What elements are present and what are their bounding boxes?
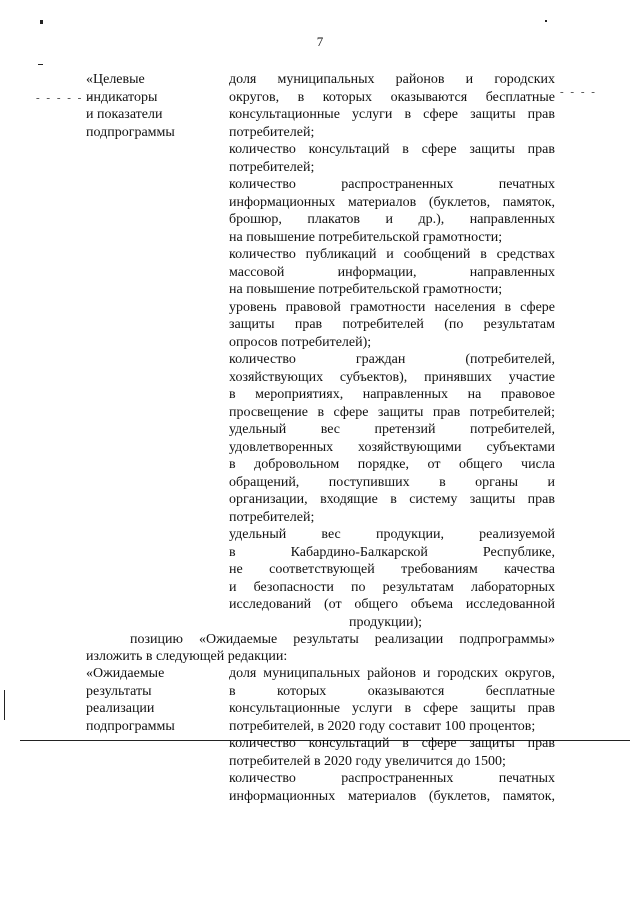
- scan-dash-line-left: - - - - - -: [36, 92, 94, 104]
- label-line: реализации: [86, 701, 155, 716]
- text-line: доля муниципальных районов и городских: [229, 72, 555, 87]
- text-line: доля муниципальных районов и городских округов,: [229, 666, 555, 681]
- text-line: просвещение в сфере защиты прав потребителей;: [229, 404, 555, 420]
- text-line: количество граждан (потребителей,: [229, 352, 555, 367]
- text-line: удельный вес претензий потребителей,: [229, 422, 555, 437]
- text-line: обращений, поступивших в органы и: [229, 474, 555, 490]
- text-line: в Кабардино-Балкарской Республике,: [229, 544, 555, 560]
- text-line: количество консультаций в сфере защиты прав: [229, 142, 555, 157]
- text-line: количество распространенных печатных: [229, 177, 555, 192]
- text-line: продукции);: [349, 614, 423, 630]
- text-line: брошюр, плакатов и др.), направленных: [229, 212, 555, 227]
- scan-dash-line-right: - - - -: [560, 86, 597, 98]
- section-text: [229, 71, 555, 631]
- text-line: в которых оказываются бесплатные: [229, 683, 555, 699]
- label-line: «Целевые: [86, 72, 145, 87]
- label-line: «Ожидаемые: [86, 666, 165, 681]
- instruction-line-2: изложить в следующей редакции:: [86, 649, 288, 664]
- text-line: количество консультаций в сфере защиты прав: [229, 736, 555, 751]
- section-label: [86, 665, 222, 735]
- text-line: защиты прав потребителей (по результатам: [229, 317, 555, 332]
- scan-speck: [38, 64, 43, 65]
- text-line: количество публикаций и сообщений в средствах: [229, 247, 555, 262]
- text-line: потребителей;: [229, 159, 315, 175]
- page-number: 7: [316, 34, 324, 49]
- text-line: на повышение потребительской грамотности;: [229, 229, 503, 245]
- section-label: [86, 71, 222, 141]
- label-line: и показатели: [86, 107, 163, 122]
- scan-speck: [4, 690, 5, 720]
- text-line: и безопасности по результатам лабораторных: [229, 579, 555, 595]
- text-line: не соответствующей требованиям качества: [229, 562, 555, 577]
- text-line: потребителей;: [229, 509, 315, 525]
- text-line: уровень правовой грамотности населения в сфере: [229, 299, 555, 315]
- text-line: округов, в которых оказываются бесплатные: [229, 89, 555, 105]
- text-line: потребителей;: [229, 124, 315, 140]
- text-line: на повышение потребительской грамотности;: [229, 282, 503, 297]
- text-line: хозяйствующих субъектов), принявших участие: [229, 369, 555, 385]
- scan-speck: [545, 20, 547, 22]
- text-line: информационных материалов (буклетов, памяток,: [229, 788, 555, 804]
- section-text: [229, 665, 555, 805]
- instruction-line-1: позицию «Ожидаемые результаты реализации подпрограммы»: [130, 632, 555, 647]
- label-line: подпрограммы: [86, 718, 175, 734]
- text-line: опросов потребителей);: [229, 334, 372, 350]
- text-line: организации, входящие в систему защиты прав: [229, 492, 555, 507]
- text-line: в мероприятиях, направленных на правовое: [229, 387, 555, 402]
- text-line: массовой информации, направленных: [229, 264, 555, 280]
- text-line: потребителей в 2020 году увеличится до 1500;: [229, 753, 506, 769]
- scan-speck: [40, 20, 43, 24]
- text-line: информационных материалов (буклетов, памяток,: [229, 194, 555, 210]
- label-line: подпрограммы: [86, 124, 175, 140]
- label-line: индикаторы: [86, 89, 158, 105]
- text-line: в добровольном порядке, от общего числа: [229, 457, 555, 472]
- label-line: результаты: [86, 683, 152, 699]
- text-line: потребителей, в 2020 году составит 100 процентов;: [229, 718, 536, 734]
- text-line: консультационные услуги в сфере защиты прав: [229, 701, 555, 716]
- text-line: количество распространенных печатных: [229, 771, 555, 786]
- text-line: удовлетворенных хозяйствующими субъектами: [229, 439, 555, 455]
- text-line: консультационные услуги в сфере защиты прав: [229, 107, 555, 122]
- text-line: исследований (от общего объема исследованной: [229, 597, 555, 612]
- text-line: удельный вес продукции, реализуемой: [229, 527, 555, 542]
